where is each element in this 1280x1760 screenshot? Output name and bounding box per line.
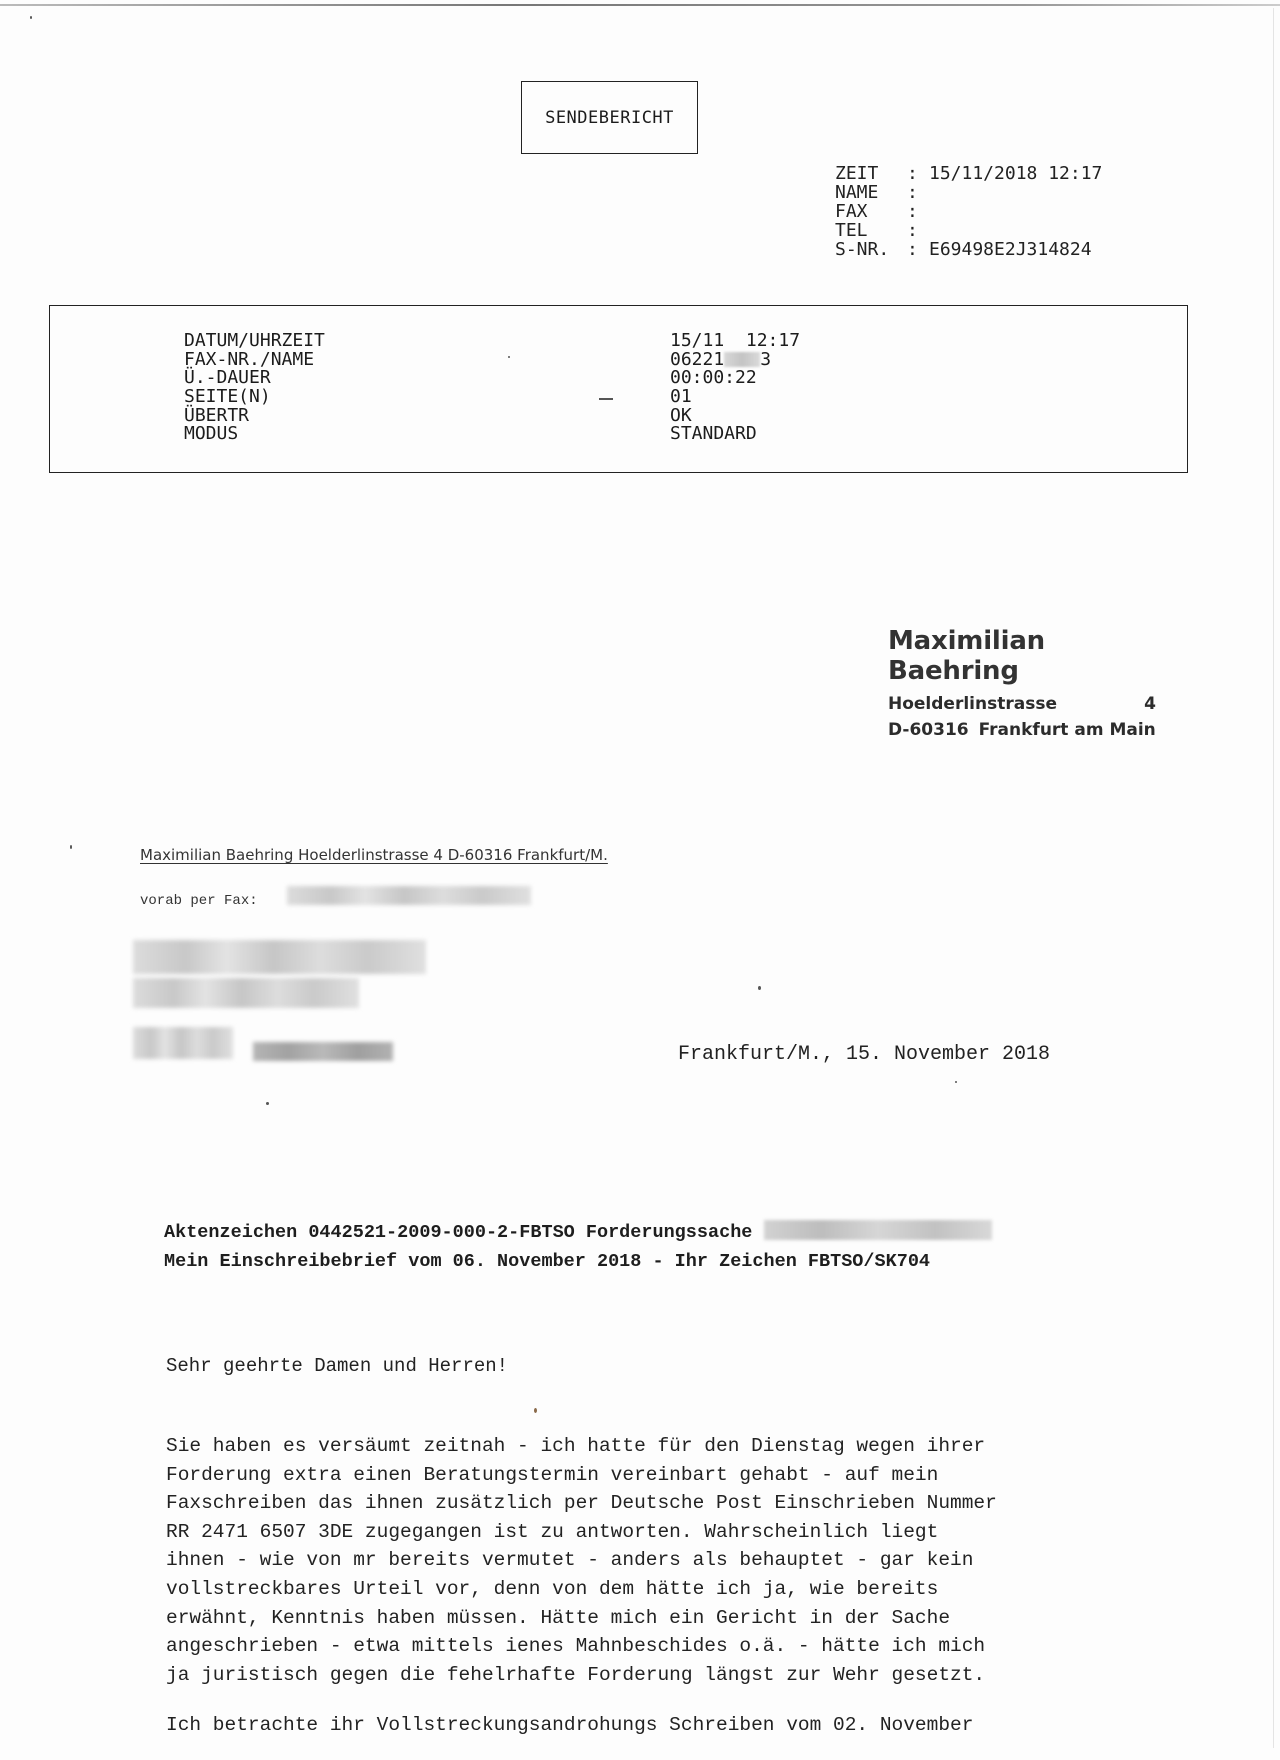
meta-value: E69498E2J314824 xyxy=(929,239,1092,260)
scan-speck xyxy=(30,16,32,19)
paragraph-gap xyxy=(166,1689,1126,1711)
report-key: SEITE(N) xyxy=(184,386,271,408)
body-line: Ich betrachte ihr Vollstreckungsandrohungs Schreiben vom 02. November xyxy=(166,1714,974,1737)
meta-key: NAME xyxy=(835,182,879,203)
report-value: OK xyxy=(670,404,692,426)
fax-number-suffix: 3 xyxy=(760,348,772,370)
body-line: RR 2471 6507 3DE zugegangen ist zu antworten. Wahrscheinlich liegt xyxy=(166,1520,939,1543)
body-line: angeschrieben - etwa mittels ienes Mahnbeschides o.ä. - hätte ich mich xyxy=(166,1635,986,1658)
redacted-subject-party xyxy=(764,1220,992,1240)
meta-key: TEL xyxy=(835,220,868,241)
body-paragraph-1 xyxy=(166,1432,1126,1689)
scan-speck xyxy=(955,1081,957,1083)
fax-meta-block xyxy=(835,164,1102,259)
body-paragraph-2 xyxy=(166,1711,1126,1740)
meta-key: FAX xyxy=(835,201,868,222)
scan-speck xyxy=(599,398,613,400)
transmission-report-box xyxy=(49,305,1188,473)
letterhead xyxy=(888,626,1156,740)
sender-return-address: Maximilian Baehring Hoelderlinstrasse 4 D-60316 Frankfurt/M. xyxy=(140,846,608,864)
body-line: ihnen - wie von mr bereits vermutet - anders als behauptet - gar kein xyxy=(166,1549,974,1572)
letterhead-street-line xyxy=(888,694,1156,714)
scan-right-edge xyxy=(1273,8,1274,1748)
body-line: Forderung extra einen Beratungstermin vereinbart gehabt - auf mein xyxy=(166,1463,939,1486)
report-value: 01 xyxy=(670,386,692,408)
meta-separator: : xyxy=(907,220,918,241)
fax-number-prefix: 06221 xyxy=(670,348,725,370)
scan-speck xyxy=(534,1408,537,1413)
meta-value: 15/11/2018 12:17 xyxy=(929,163,1103,184)
redacted-fax-number xyxy=(287,886,531,905)
report-value: STANDARD xyxy=(670,423,757,445)
letterhead-city: Frankfurt am Main xyxy=(978,720,1156,740)
body-line: vollstreckbares Urteil vor, denn von dem hätte ich ja, wie bereits xyxy=(166,1577,939,1600)
report-keys xyxy=(184,332,325,444)
report-value: 15/11 12:17 xyxy=(670,330,801,351)
redacted-recipient-line-2 xyxy=(133,978,359,1008)
scan-speck xyxy=(70,845,72,849)
meta-row-zeit xyxy=(835,164,1102,183)
body-line: Sie haben es versäumt zeitnah - ich hatte für den Dienstag wegen ihrer xyxy=(166,1435,986,1457)
redacted-recipient-line-1 xyxy=(133,940,426,974)
report-key: DATUM/UHRZEIT xyxy=(184,330,325,351)
letterhead-name: Maximilian Baehring xyxy=(888,626,1045,686)
report-key: Ü.-DAUER xyxy=(184,367,271,389)
scan-top-edge xyxy=(0,4,1280,6)
redacted-recipient-postal xyxy=(133,1027,233,1059)
meta-row-snr xyxy=(835,240,1102,259)
redacted-fax-digits xyxy=(724,352,760,367)
meta-row-name xyxy=(835,183,1102,202)
body-line: ja juristisch gegen die fehelrhafte Forderung längst zur Wehr gesetzt. xyxy=(166,1663,986,1686)
letterhead-house-number: 4 xyxy=(1144,694,1156,714)
body-line: erwähnt, Kenntnis haben müssen. Hätte mich ein Gericht in der Sache xyxy=(166,1606,951,1629)
meta-row-fax xyxy=(835,202,1102,221)
letterhead-postal-code: D-60316 xyxy=(888,720,969,740)
report-key: FAX-NR./NAME xyxy=(184,348,315,370)
scan-speck xyxy=(758,986,761,990)
meta-separator: : xyxy=(907,163,918,184)
report-values xyxy=(670,332,800,444)
subject-line-2: Mein Einschreibebrief vom 06. November 2018 - Ihr Zeichen FBTSO/SK704 xyxy=(164,1251,931,1272)
meta-key: ZEIT xyxy=(835,163,879,184)
subject-line-1 xyxy=(164,1218,992,1247)
scan-speck xyxy=(508,356,510,358)
vorab-fax-label: vorab per Fax: xyxy=(140,893,258,909)
letterhead-street: Hoelderlinstrasse xyxy=(888,694,1057,714)
scan-speck xyxy=(266,1102,269,1105)
report-title: SENDEBERICHT xyxy=(521,81,698,154)
letter-body xyxy=(166,1432,1126,1740)
report-value: 00:00:22 xyxy=(670,367,757,389)
redacted-recipient-city xyxy=(253,1042,393,1061)
subject-reference: Aktenzeichen 0442521-2009-000-2-FBTSO Forderungssache xyxy=(164,1222,753,1243)
meta-separator: : xyxy=(907,182,918,203)
letter-date-line: Frankfurt/M., 15. November 2018 xyxy=(678,1043,1051,1066)
letter-subject xyxy=(164,1218,992,1276)
report-key: MODUS xyxy=(184,423,239,445)
meta-key: S-NR. xyxy=(835,239,890,260)
meta-separator: : xyxy=(907,201,918,222)
body-line: Faxschreiben das ihnen zusätzlich per Deutsche Post Einschrieben Nummer xyxy=(166,1492,997,1515)
letterhead-city-line xyxy=(888,720,1156,740)
report-key: ÜBERTR xyxy=(184,404,250,426)
meta-separator: : xyxy=(907,239,918,260)
letter-salutation: Sehr geehrte Damen und Herren! xyxy=(166,1355,509,1377)
meta-row-tel xyxy=(835,221,1102,240)
